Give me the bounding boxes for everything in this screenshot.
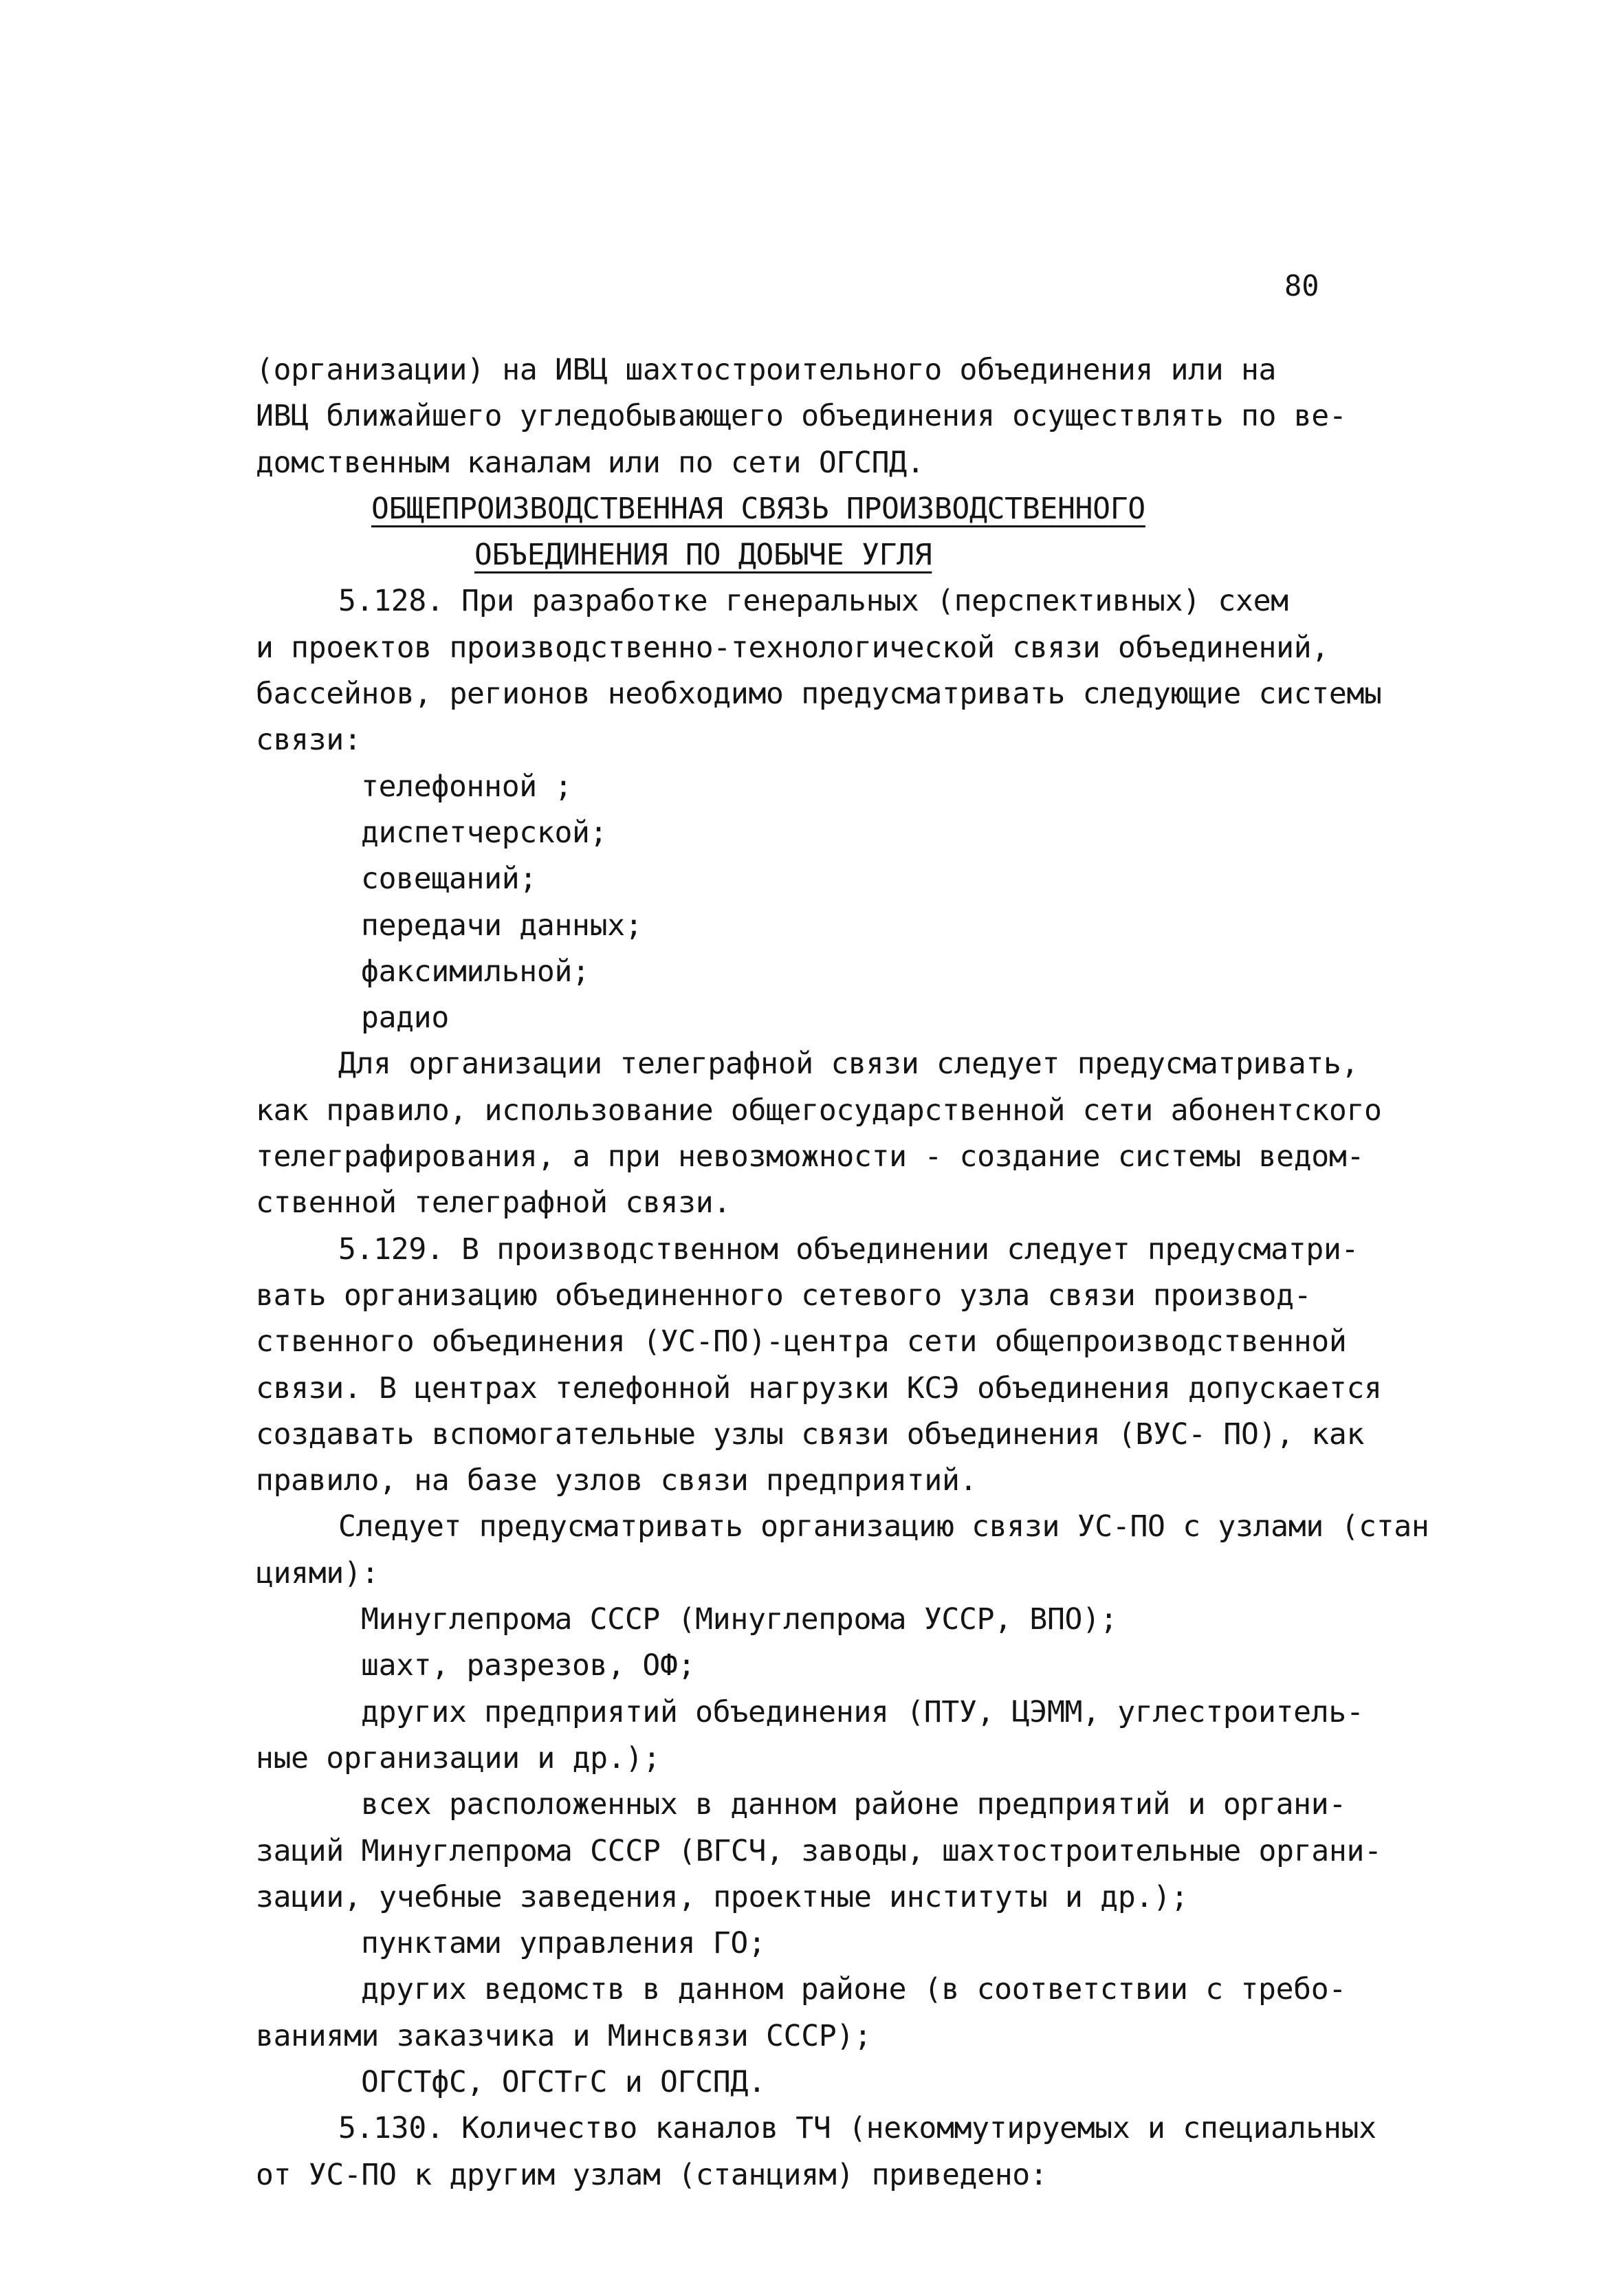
- text-line-content: циями):: [256, 1555, 380, 1590]
- section-heading-text: ОБЩЕПРОИЗВОДСТВЕННАЯ СВЯЗЬ ПРОИЗВОДСТВЕННОГО: [371, 491, 1145, 526]
- text-line: [256, 1782, 1466, 1828]
- text-line: [256, 1088, 1466, 1134]
- text-line: [256, 2059, 1466, 2106]
- text-line: [256, 1319, 1466, 1365]
- text-line: [256, 1874, 1466, 1921]
- text-line: [256, 1134, 1466, 1180]
- text-line: [256, 810, 1466, 856]
- text-line-content: Для организации телеграфной связи следует предусматривать,: [338, 1047, 1359, 1082]
- text-line-content: других предприятий объединения (ПТУ, ЦЭММ, углестроитель-: [361, 1694, 1364, 1729]
- text-line-content: ваниями заказчика и Минсвязи СССР);: [256, 2018, 872, 2053]
- text-line: [256, 1227, 1466, 1273]
- text-line: [256, 1041, 1466, 1087]
- section-heading-line: [256, 532, 1466, 578]
- text-line-content: шахт, разрезов, ОФ;: [361, 1648, 696, 1683]
- text-line-content: телеграфирования, а при невозможности - создание системы ведом-: [256, 1139, 1365, 1174]
- text-line-content: ственного объединения (УС-ПО)-центра сети общепроизводственной: [256, 1324, 1347, 1359]
- text-line: [256, 995, 1466, 1041]
- text-line-content: всех расположенных в данном районе предприятий и органи-: [361, 1787, 1346, 1822]
- text-line: [256, 1412, 1466, 1458]
- text-line: [256, 1921, 1466, 1967]
- text-line: [256, 1967, 1466, 2013]
- text-line: [256, 903, 1466, 949]
- text-line-content: как правило, использование общегосударственной сети абонентского: [256, 1093, 1382, 1128]
- text-line: [256, 1180, 1466, 1226]
- text-line-content: диспетчерской;: [361, 815, 608, 850]
- text-line: [256, 440, 1466, 486]
- text-line-content: связи:: [256, 723, 362, 758]
- text-line: [256, 1828, 1466, 1874]
- text-line-content: факсимильной;: [361, 954, 590, 989]
- text-line-content: 5.130. Количество каналов ТЧ (некоммутируемых и специальных: [338, 2111, 1376, 2146]
- section-heading-line: [256, 486, 1466, 532]
- text-line-content: связи. В центрах телефонной нагрузки КСЭ объединения допускается: [256, 1370, 1382, 1406]
- text-line: [256, 1690, 1466, 1736]
- text-line: [256, 1504, 1466, 1550]
- text-line: [256, 856, 1466, 902]
- text-line: [256, 1273, 1466, 1319]
- text-line-content: радио: [361, 1001, 449, 1036]
- text-line-content: домственным каналам или по сети ОГСПД.: [256, 445, 925, 480]
- text-line: [256, 1597, 1466, 1643]
- text-line-content: вать организацию объединенного сетевого узла связи производ-: [256, 1278, 1312, 1313]
- text-line: [256, 1458, 1466, 1504]
- text-line-content: пунктами управления ГО;: [361, 1926, 766, 1961]
- text-line: [256, 1551, 1466, 1597]
- text-line: [256, 578, 1466, 624]
- text-line-content: создавать вспомогательные узлы связи объединения (ВУС- ПО), как: [256, 1417, 1365, 1452]
- text-line: [256, 347, 1466, 393]
- text-line-content: Следует предусматривать организацию связи УС-ПО с узлами (стан: [338, 1509, 1429, 1544]
- text-line-content: совещаний;: [361, 862, 537, 897]
- text-line: [256, 671, 1466, 717]
- text-line-content: заций Минуглепрома СССР (ВГСЧ, заводы, шахтостроительные органи-: [256, 1833, 1382, 1868]
- text-line: [256, 393, 1466, 439]
- text-line-content: других ведомств в данном районе (в соответствии с требо-: [361, 1972, 1346, 2007]
- text-line: [256, 1643, 1466, 1689]
- text-line: [256, 1366, 1466, 1412]
- text-line-content: 5.128. При разработке генеральных (перспективных) схем: [338, 584, 1288, 619]
- text-line-content: бассейнов, регионов необходимо предусматривать следующие системы: [256, 677, 1382, 712]
- text-line-content: 5.129. В производственном объединении следует предусматри-: [338, 1232, 1359, 1267]
- text-line: [256, 2013, 1466, 2059]
- text-line-content: ственной телеграфной связи.: [256, 1185, 731, 1221]
- text-line: [256, 764, 1466, 810]
- text-line-content: от УС-ПО к другим узлам (станциям) приведено:: [256, 2157, 1048, 2192]
- text-line: [256, 2106, 1466, 2152]
- page-number: 80: [1284, 269, 1319, 303]
- text-line-content: ные организации и др.);: [256, 1740, 661, 1775]
- document-body: [256, 347, 1466, 2198]
- text-line-content: телефонной ;: [361, 769, 573, 804]
- section-heading-text: ОБЪЕДИНЕНИЯ ПО ДОБЫЧЕ УГЛЯ: [474, 538, 932, 573]
- text-line-content: (организации) на ИВЦ шахтостроительного объединения или на: [256, 353, 1277, 387]
- text-line-content: ИВЦ ближайшего угледобывающего объединения осуществлять по ве-: [256, 399, 1347, 434]
- text-line-content: передачи данных;: [361, 908, 643, 943]
- text-line-content: зации, учебные заведения, проектные институты и др.);: [256, 1879, 1189, 1914]
- text-line: [256, 717, 1466, 763]
- text-line-content: правило, на базе узлов связи предприятий.: [256, 1463, 978, 1498]
- text-line: [256, 2152, 1466, 2198]
- text-line-content: Минуглепрома СССР (Минуглепрома УССР, ВПО);: [361, 1602, 1118, 1637]
- text-line-content: и проектов производственно-технологической связи объединений,: [256, 630, 1329, 665]
- text-line: [256, 949, 1466, 995]
- text-line-content: ОГСТфС, ОГСТгС и ОГСПД.: [361, 2064, 766, 2099]
- text-line: [256, 625, 1466, 671]
- text-line: [256, 1736, 1466, 1782]
